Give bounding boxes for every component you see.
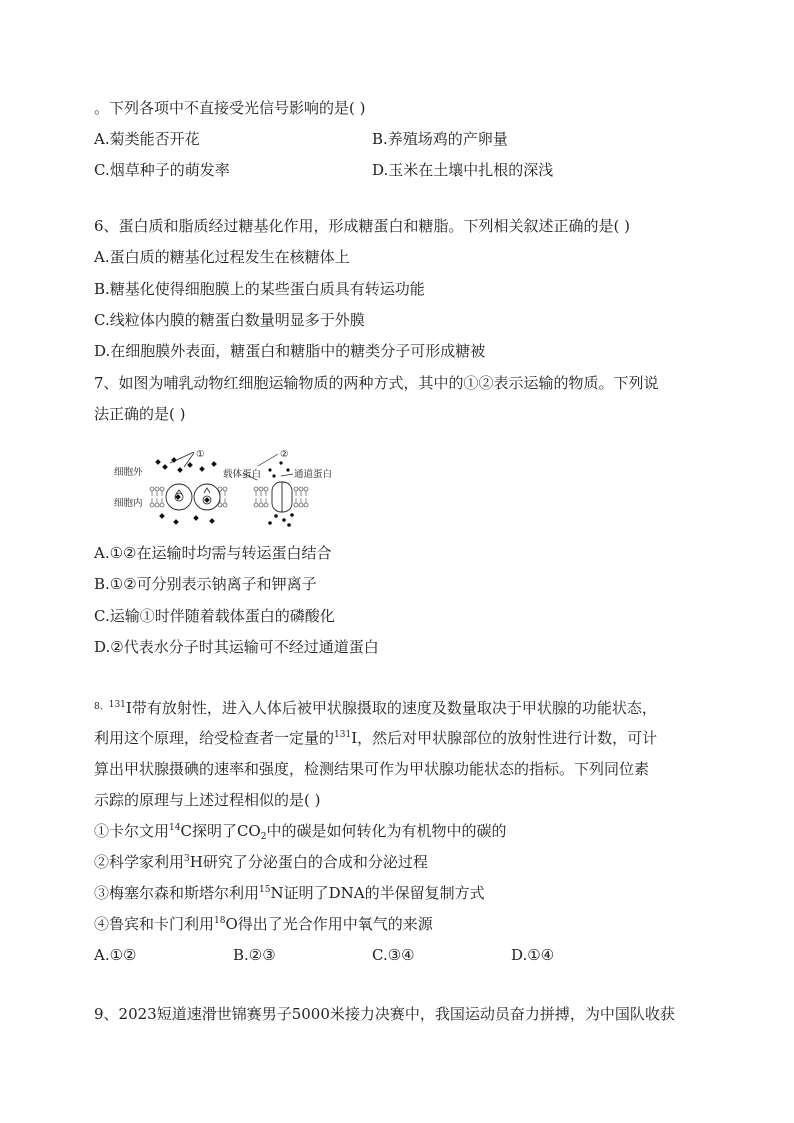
q8-line2: 利用这个原理，给受检查者一定量的$^{131}$I，然后对甲状腺部位的放射性进行计数，可计	[94, 729, 658, 747]
q6-option-b: B.糖基化使得细胞膜上的某些蛋白质具有转运功能	[94, 280, 425, 298]
q5-option-d: D.玉米在土壤中扎根的深浅	[372, 161, 554, 179]
q9-line1: 9、2023短道速滑世锦赛男子5000米接力决赛中，我国运动员奋力拼搏，为中国队收获	[94, 1005, 675, 1023]
q8-number: 8、	[94, 702, 109, 712]
membrane-transport-figure	[112, 446, 352, 530]
label-inside: 细胞内	[114, 498, 143, 509]
q6-option-d: D.在细胞膜外表面，糖蛋白和糖脂中的糖类分子可形成糖被	[94, 342, 486, 360]
q8-option-b: B.②③	[233, 946, 276, 964]
q5-stem: 。下列各项中不直接受光信号影响的是( )	[94, 99, 366, 117]
label-channel: 通道蛋白	[294, 469, 333, 480]
iodine-131-mass: 131	[108, 700, 126, 710]
q7-stem-line1: 7、如图为哺乳动物红细胞运输物质的两种方式，其中的①②表示运输的物质。下列说	[94, 374, 659, 392]
q5-option-c: C.烟草种子的萌发率	[94, 161, 230, 179]
q7-option-a: A.①②在运输时均需与转运蛋白结合	[94, 544, 332, 562]
label-carrier: 载体蛋白	[223, 469, 262, 480]
q8-option-a: A.①②	[94, 946, 137, 964]
q7-stem-line2: 法正确的是( )	[94, 405, 186, 423]
q5-option-b: B.养殖场鸡的产卵量	[372, 130, 508, 148]
q8-statement-1: ①卡尔文用$^{14}$C探明了$CO_2$中的碳是如何转化为有机物中的碳的	[94, 822, 507, 842]
q7-option-c: C.运输①时伴随着载体蛋白的磷酸化	[94, 607, 335, 625]
q7-option-b: B.①②可分别表示钠离子和钾离子	[94, 575, 317, 593]
label-1: ①	[196, 449, 205, 460]
q8-statement-3: ③梅塞尔森和斯塔尔利用$^{15}$N证明了DNA的半保留复制方式	[94, 884, 485, 902]
q8-line3: 算出甲状腺摄碘的速率和强度，检测结果可作为甲状腺功能状态的指标。下列同位素	[94, 760, 650, 778]
q8-line4: 示踪的原理与上述过程相似的是( )	[94, 791, 321, 809]
channel-protein	[272, 482, 292, 512]
q8-option-c: C.③④	[372, 946, 415, 964]
q8-statement-4: ④鲁宾和卡门利用$^{18}$O得出了光合作用中氧气的来源	[94, 915, 433, 933]
q8-statement-2: ②科学家利用$^3$H研究了分泌蛋白的合成和分泌过程	[94, 853, 428, 871]
q8-option-d: D.①④	[511, 946, 555, 964]
carrier-protein-2	[194, 484, 220, 510]
q7-option-d: D.②代表水分子时其运输可不经过通道蛋白	[94, 638, 379, 656]
q6-option-c: C.线粒体内膜的糖蛋白数量明显多于外膜	[94, 311, 365, 329]
q6-stem: 6、蛋白质和脂质经过糖基化作用，形成糖蛋白和糖脂。下列相关叙述正确的是( )	[94, 217, 631, 235]
q5-option-a: A.菊类能否开花	[94, 130, 200, 148]
q6-option-a: A.蛋白质的糖基化过程发生在核糖体上	[94, 248, 350, 266]
label-2: ②	[280, 449, 289, 460]
label-outside: 细胞外	[114, 467, 143, 478]
q8-line1: $^{8、131}$I带有放射性，进入人体后被甲状腺摄取的速度及数量取决于甲状腺的功能状态，	[94, 699, 657, 717]
